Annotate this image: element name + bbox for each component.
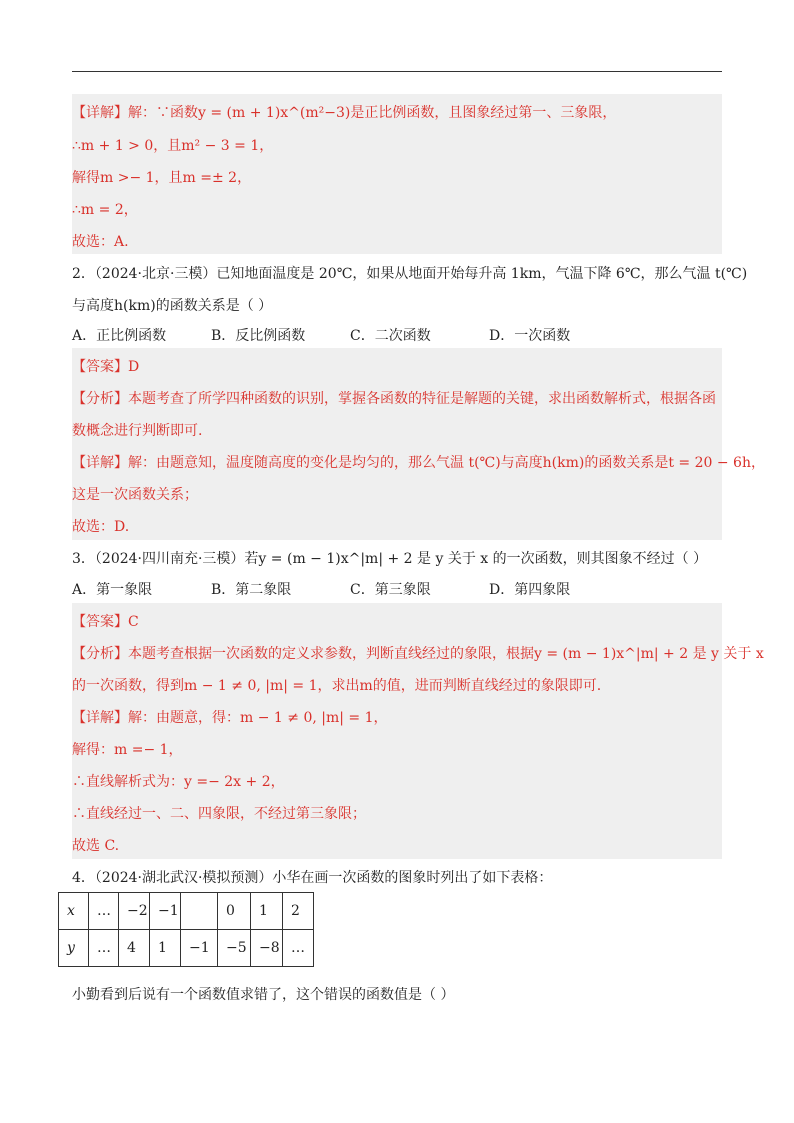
table-cell: −1 [181,930,218,967]
q2-detail-line2: 这是一次函数关系； [72,487,198,503]
q2-stem-line1: 2．（2024·北京·三模）已知地面温度是 20℃，如果从地面开始每升高 1km，气温下降 6℃，那么气温 t(℃) [72,266,748,282]
q2-detail-line1: 【详解】解：由题意知，温度随高度的变化是均匀的，那么气温 t(℃)与高度h(km)的函数关系是t = 20 − 6h， [72,455,765,471]
table-row [59,893,314,930]
q3-option-d: D．第四象限 [489,582,571,598]
q3-detail-line2: 解得：m =− 1， [72,742,183,758]
q1-detail: 【详解】解：∵函数y = (m + 1)x^(m²−3)是正比例函数，且图象经过第一、三象限， [72,105,617,121]
q2-option-d: D．一次函数 [489,328,571,344]
q3-detail-line3: ∴直线解析式为：y =− 2x + 2， [72,774,285,790]
table-cell: −1 [150,893,181,930]
q1-step3: ∴m = 2， [72,202,138,218]
q3-option-a: A．第一象限 [72,582,153,598]
table-row [59,930,314,967]
table-cell: … [89,930,119,967]
q2-answer: 【答案】D [72,359,140,375]
q2-solution-panel [72,348,722,540]
q4-stem: 4．（2024·湖北武汉·模拟预测）小华在画一次函数的图象时列出了如下表格： [72,870,553,886]
q3-detail-line4: ∴直线经过一、二、四象限，不经过第三象限； [72,806,366,822]
q1-choice: 故选：A. [72,234,129,250]
q4-value-table [58,892,314,967]
q2-stem-line2: 与高度h(km)的函数关系是（ ） [72,298,273,314]
q2-analysis-line1: 【分析】本题考查了所学四种函数的识别，掌握各函数的特征是解题的关键，求出函数解析式，根据各函 [72,391,716,407]
q2-choice: 故选：D. [72,519,130,535]
q3-option-c: C．第三象限 [350,582,431,598]
q2-option-a: A．正比例函数 [72,328,167,344]
q2-analysis-line2: 数概念进行判断即可. [72,423,203,439]
table-cell: 1 [150,930,181,967]
table-cell [181,893,218,930]
table-cell: 0 [218,893,251,930]
table-cell: … [283,930,314,967]
q3-choice: 故选 C. [72,838,120,854]
q2-option-b: B．反比例函数 [211,328,306,344]
header-rule [72,71,722,72]
q3-detail-line1: 【详解】解：由题意，得：m − 1 ≠ 0, |m| = 1， [72,710,388,726]
q1-step1: ∴m + 1 > 0，且m² − 3 = 1， [72,138,274,154]
table-cell: 2 [283,893,314,930]
table-cell: x [59,893,89,930]
q3-analysis-line2: 的一次函数，得到m − 1 ≠ 0, |m| = 1，求出m的值，进而判断直线经过的象限即可. [72,678,602,694]
table-cell: y [59,930,89,967]
q3-analysis-line1: 【分析】本题考查根据一次函数的定义求参数，判断直线经过的象限，根据y = (m − 1)x^|m| + 2 是 y 关于 x [72,646,764,662]
q2-option-c: C．二次函数 [350,328,431,344]
table-cell: 1 [251,893,283,930]
q3-answer: 【答案】C [72,614,139,630]
q3-stem: 3．（2024·四川南充·三模）若y = (m − 1)x^|m| + 2 是 y 关于 x 的一次函数，则其图象不经过（ ） [72,551,708,567]
table-cell: 4 [119,930,150,967]
q4-after-text: 小勤看到后说有一个函数值求错了，这个错误的函数值是（ ） [72,987,455,1003]
table-cell: … [89,893,119,930]
table-cell: −2 [119,893,150,930]
table-cell: −8 [251,930,283,967]
table-cell: −5 [218,930,251,967]
q1-step2: 解得m >− 1，且m =± 2， [72,170,252,186]
q3-option-b: B．第二象限 [211,582,292,598]
